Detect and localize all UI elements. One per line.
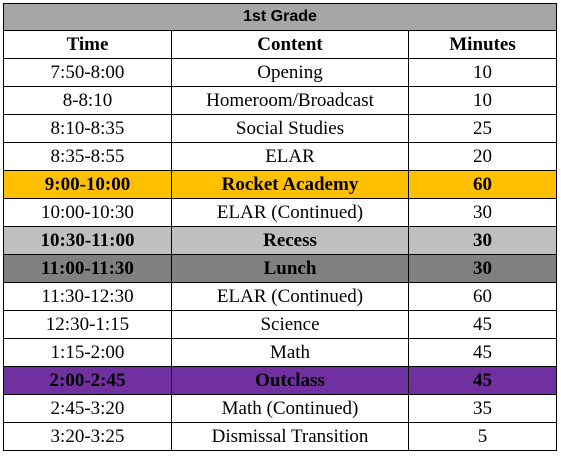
table-row xyxy=(4,143,557,171)
schedule-rows xyxy=(4,59,557,451)
cell-content: Math (Continued) xyxy=(172,395,409,423)
cell-time: 2:00-2:45 xyxy=(4,367,172,395)
cell-minutes: 5 xyxy=(409,423,557,451)
cell-minutes: 10 xyxy=(409,87,557,115)
table-row xyxy=(4,255,557,283)
table-row xyxy=(4,59,557,87)
table-row xyxy=(4,367,557,395)
cell-minutes: 30 xyxy=(409,227,557,255)
cell-content: Math xyxy=(172,339,409,367)
cell-time: 11:00-11:30 xyxy=(4,255,172,283)
cell-time: 10:00-10:30 xyxy=(4,199,172,227)
cell-content: Outclass xyxy=(172,367,409,395)
column-header-time: Time xyxy=(4,31,172,59)
cell-time: 3:20-3:25 xyxy=(4,423,172,451)
cell-time: 8:10-8:35 xyxy=(4,115,172,143)
cell-time: 9:00-10:00 xyxy=(4,171,172,199)
table-row xyxy=(4,115,557,143)
table-row xyxy=(4,339,557,367)
cell-time: 2:45-3:20 xyxy=(4,395,172,423)
table-row xyxy=(4,283,557,311)
table-row xyxy=(4,395,557,423)
cell-minutes: 35 xyxy=(409,395,557,423)
table-row xyxy=(4,171,557,199)
cell-content: Opening xyxy=(172,59,409,87)
table-row xyxy=(4,423,557,451)
cell-content: Recess xyxy=(172,227,409,255)
column-header-content: Content xyxy=(172,31,409,59)
cell-minutes: 60 xyxy=(409,283,557,311)
cell-time: 8-8:10 xyxy=(4,87,172,115)
cell-content: Lunch xyxy=(172,255,409,283)
cell-content: Social Studies xyxy=(172,115,409,143)
cell-minutes: 10 xyxy=(409,59,557,87)
schedule-table xyxy=(3,3,557,451)
table-row xyxy=(4,227,557,255)
cell-content: Science xyxy=(172,311,409,339)
cell-time: 8:35-8:55 xyxy=(4,143,172,171)
title-row xyxy=(4,4,557,31)
table-title: 1st Grade xyxy=(4,4,557,31)
cell-time: 1:15-2:00 xyxy=(4,339,172,367)
cell-time: 11:30-12:30 xyxy=(4,283,172,311)
cell-minutes: 25 xyxy=(409,115,557,143)
cell-minutes: 60 xyxy=(409,171,557,199)
cell-content: Homeroom/Broadcast xyxy=(172,87,409,115)
cell-time: 10:30-11:00 xyxy=(4,227,172,255)
cell-minutes: 20 xyxy=(409,143,557,171)
cell-content: ELAR (Continued) xyxy=(172,199,409,227)
cell-content: Rocket Academy xyxy=(172,171,409,199)
cell-minutes: 45 xyxy=(409,311,557,339)
cell-minutes: 30 xyxy=(409,255,557,283)
cell-content: Dismissal Transition xyxy=(172,423,409,451)
cell-content: ELAR xyxy=(172,143,409,171)
table-row xyxy=(4,87,557,115)
cell-minutes: 45 xyxy=(409,339,557,367)
cell-time: 12:30-1:15 xyxy=(4,311,172,339)
table-row xyxy=(4,199,557,227)
cell-minutes: 45 xyxy=(409,367,557,395)
table-row xyxy=(4,311,557,339)
cell-minutes: 30 xyxy=(409,199,557,227)
cell-time: 7:50-8:00 xyxy=(4,59,172,87)
column-header-minutes: Minutes xyxy=(409,31,557,59)
header-row xyxy=(4,31,557,59)
cell-content: ELAR (Continued) xyxy=(172,283,409,311)
